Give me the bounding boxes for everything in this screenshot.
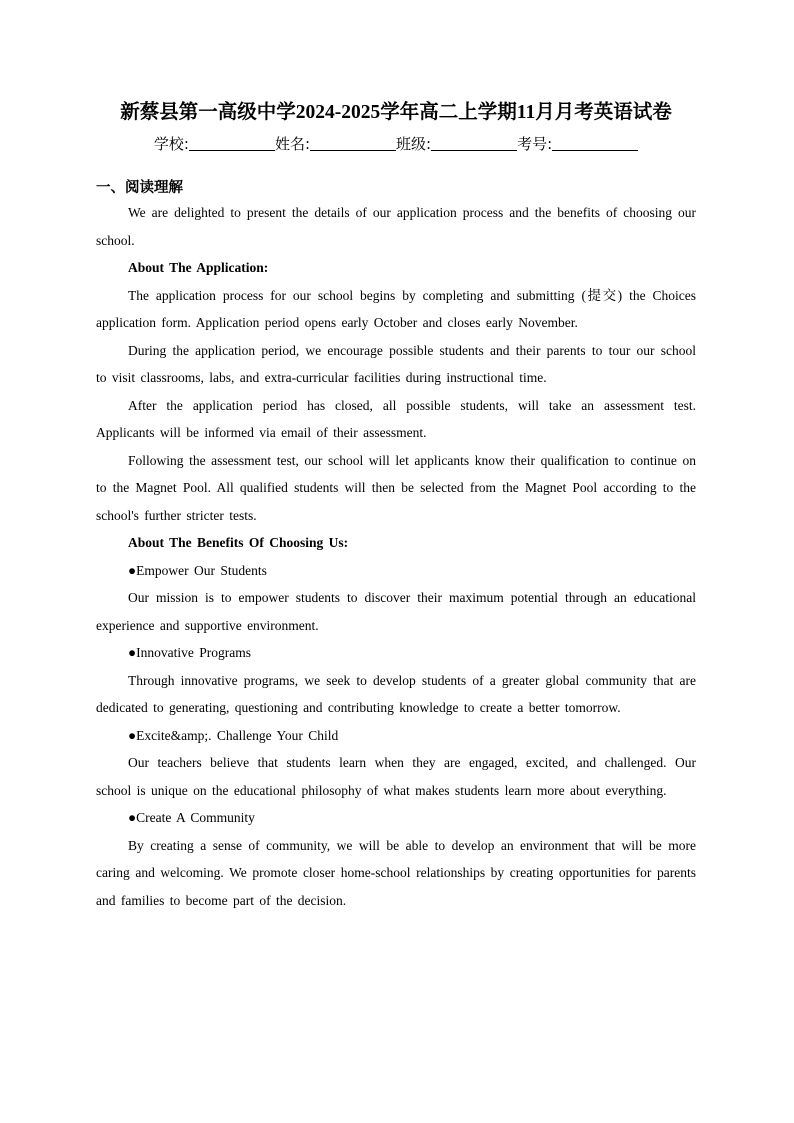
- intro-paragraph: We are delighted to present the details of our application process and the benefits of choosing our school.: [96, 205, 696, 248]
- school-field: [154, 133, 275, 155]
- application-heading: About The Application:: [128, 260, 269, 275]
- student-info-line: [96, 133, 696, 155]
- empower-paragraph: Our mission is to empower students to discover their maximum potential through an educational experience and supportive environment.: [96, 590, 696, 633]
- innovative-paragraph: Through innovative programs, we seek to develop students of a greater global community that are dedicated to generating, questioning and contributing knowledge to create a better tomorrow.: [96, 672, 696, 715]
- bullet-innovative: ●Innovative Programs: [128, 645, 252, 660]
- bullet-empower: ●Empower Our Students: [128, 562, 267, 578]
- bullet-community: ●Create A Community: [128, 810, 255, 825]
- class-field: [396, 133, 517, 155]
- application-paragraph-4: Following the assessment test, our school will let applicants know their qualification to continue on to the Magnet Pool. All qualified students will then be selected from the Magnet Pool according to the school's further stricter tests.: [96, 452, 696, 523]
- class-label: 班级:: [396, 135, 432, 153]
- bullet-excite: ●Excite&amp;. Challenge Your Child: [128, 727, 339, 743]
- benefits-heading: About The Benefits Of Choosing Us:: [128, 535, 349, 550]
- exam-number-label: 考号:: [517, 135, 553, 153]
- application-paragraph-1: The application process for our school begins by completing and submitting (提交) the Choices application form. Application period opens early October and closes early November.: [96, 287, 696, 330]
- name-field: [275, 133, 396, 155]
- exam-page: [96, 100, 696, 914]
- exam-title: 新蔡县第一高级中学2024-2025学年高二上学期11月月考英语试卷: [120, 102, 672, 123]
- application-paragraph-3: After the application period has closed, all possible students, will take an assessment test. Applicants will be informed via email of their assessment.: [96, 397, 696, 440]
- class-blank[interactable]: [431, 136, 517, 151]
- reading-passage: [96, 199, 696, 914]
- school-blank[interactable]: [189, 136, 275, 151]
- exam-number-field: [517, 133, 638, 155]
- name-blank[interactable]: [310, 136, 396, 151]
- section-heading-reading: 一、阅读理解: [96, 180, 183, 196]
- name-label: 姓名:: [274, 135, 310, 153]
- exam-number-blank[interactable]: [552, 136, 638, 151]
- application-paragraph-2: During the application period, we encourage possible students and their parents to tour our school to visit classrooms, labs, and extra-curricular facilities during instructional time.: [96, 342, 696, 385]
- excite-paragraph: Our teachers believe that students learn when they are engaged, excited, and challenged. Our school is unique on the educational philosophy of what makes students learn more about everything.: [96, 755, 696, 798]
- school-label: 学校:: [153, 135, 189, 153]
- community-paragraph: By creating a sense of community, we will be able to develop an environment that will be more caring and welcoming. We promote closer home-school relationships by creating opportunities for parents and families to become part of the decision.: [96, 837, 696, 908]
